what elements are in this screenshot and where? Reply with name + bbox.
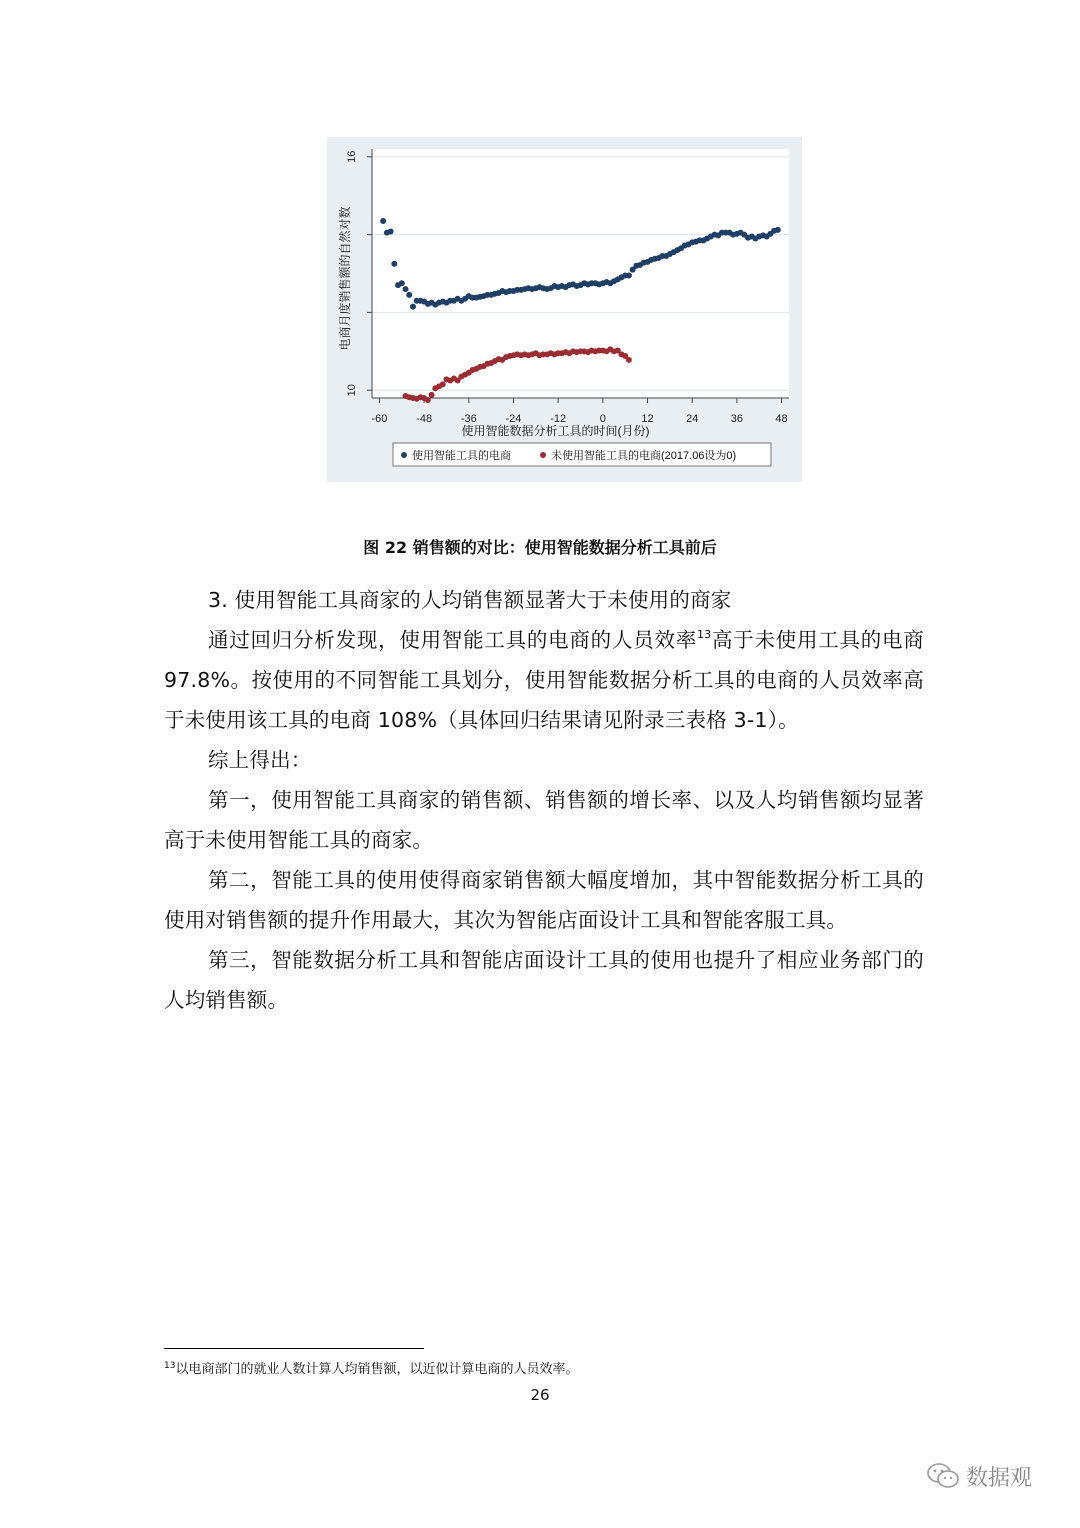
footnote-divider <box>164 1348 424 1349</box>
footnote-text: 以电商部门的就业人数计算人均销售额，以近似计算电商的人员效率。 <box>175 1362 579 1377</box>
wechat-icon <box>926 1461 960 1491</box>
page-number: 26 <box>530 1386 550 1404</box>
legend-marker-with-tools <box>401 452 407 458</box>
y-tick-label: 10 <box>346 384 358 397</box>
paragraph-efficiency-end: 高于未使用工具的电商 97.8%。按使用的不同智能工具划分，使用智能数据分析工具的电商的人员效率高于未使用该工具的电商 108%（具体回归结果请见附录三表格 3-1）。 <box>164 628 924 732</box>
point-with-tools <box>626 272 632 278</box>
chart-svg <box>327 137 802 482</box>
figure-caption: 图 22 销售额的对比：使用智能数据分析工具前后 <box>363 538 717 557</box>
legend-label-with-tools: 使用智能工具的电商 <box>412 450 511 462</box>
x-tick-label: -12 <box>550 413 567 425</box>
y-tick-label: 16 <box>346 150 358 163</box>
x-tick-label: -36 <box>460 413 477 425</box>
watermark <box>926 1456 1032 1496</box>
paragraph-efficiency <box>164 620 924 740</box>
x-axis-label: 使用智能数据分析工具的时间(月份) <box>461 424 650 438</box>
watermark-text: 数据观 <box>966 1465 1033 1491</box>
x-tick-label: -24 <box>505 413 522 425</box>
point-without-tools <box>425 397 431 403</box>
x-tick-label: 0 <box>599 413 606 425</box>
point-with-tools <box>399 280 405 286</box>
point-with-tools <box>406 292 412 298</box>
point-without-tools <box>626 357 632 363</box>
paragraph-first: 第一，使用智能工具商家的销售额、销售额的增长率、以及人均销售额均显著高于未使用智能工具的商家。 <box>164 788 924 852</box>
point-with-tools <box>388 228 394 234</box>
point-with-tools <box>391 261 397 267</box>
footnote-marker: 13 <box>164 1361 176 1371</box>
point-with-tools <box>380 218 386 224</box>
footnote-ref[interactable]: 13 <box>696 628 712 641</box>
paragraph-second: 第二，智能工具的使用使得商家销售额大幅度增加，其中智能数据分析工具的使用对销售额的提升作用最大，其次为智能店面设计工具和智能客服工具。 <box>164 868 924 932</box>
point-without-tools <box>440 381 446 387</box>
x-tick-label: 12 <box>641 413 654 425</box>
x-tick-label: 48 <box>775 413 788 425</box>
legend-label-without-tools: 未使用智能工具的电商(2017.06设为0) <box>551 450 737 462</box>
point-with-tools <box>410 304 416 310</box>
y-axis-label: 电商月度销售额的自然对数 <box>338 206 352 351</box>
legend-marker-without-tools <box>540 452 546 458</box>
plot-area <box>372 149 789 398</box>
body-text <box>164 580 924 1020</box>
sales-comparison-chart <box>327 137 802 482</box>
section-heading: 3. 使用智能工具商家的人均销售额显著大于未使用的商家 <box>208 588 732 612</box>
point-with-tools <box>775 227 781 233</box>
paragraph-efficiency-start: 通过回归分析发现，使用智能工具的电商的人员效率 <box>208 628 697 652</box>
x-tick-label: -60 <box>371 413 388 425</box>
x-tick-label: -48 <box>416 413 433 425</box>
point-without-tools <box>429 392 435 398</box>
x-tick-label: 24 <box>686 413 699 425</box>
point-with-tools <box>403 286 409 292</box>
footnote <box>164 1361 578 1379</box>
paragraph-summary-intro: 综上得出： <box>208 748 312 772</box>
x-tick-label: 36 <box>730 413 743 425</box>
paragraph-third: 第三，智能数据分析工具和智能店面设计工具的使用也提升了相应业务部门的人均销售额。 <box>164 948 924 1012</box>
